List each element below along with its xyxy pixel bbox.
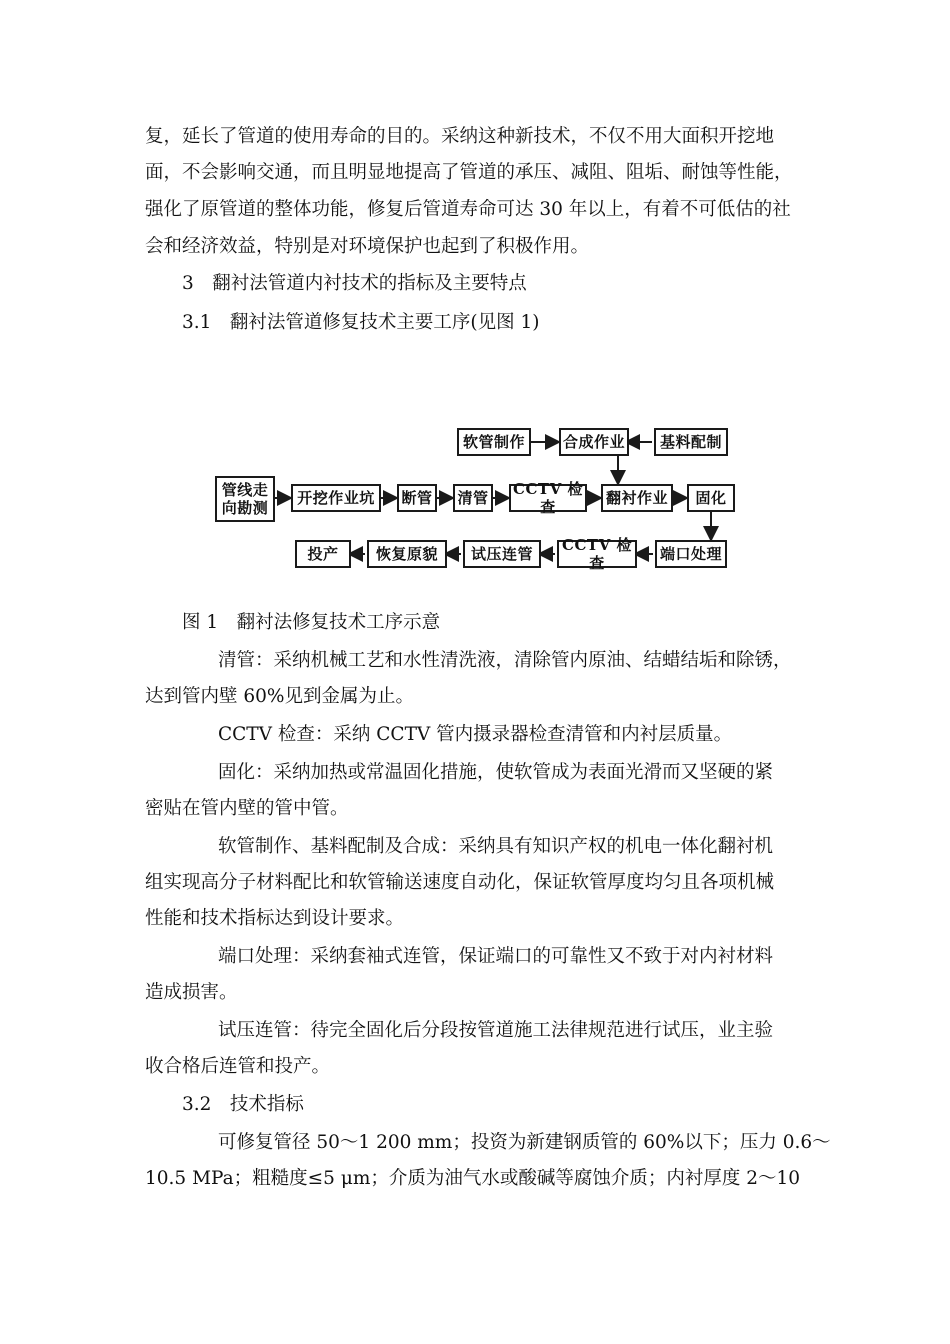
paragraph-line: 软管制作、基料配制及合成：采纳具有知识产权的机电一体化翻衬机 [218,836,774,857]
box-production: 投产 [295,540,351,568]
paragraph-line: 复，延长了管道的使用寿命的目的。采纳这种新技术，不仅不用大面积开挖地 [145,126,775,147]
subsection-heading: 3.1 翻衬法管道修复技术主要工序(见图 1) [182,312,540,333]
paragraph-line: 组实现高分子材料配比和软管输送速度自动化，保证软管厚度均匀且各项机械 [145,872,775,893]
paragraph-line: 清管：采纳机械工艺和水性清洗液，清除管内原油、结蜡结垢和除锈， [218,650,792,671]
box-cctv-check-2: CCTV 检查 [557,540,637,568]
box-port-treatment: 端口处理 [655,540,727,568]
box-combine: 合成作业 [559,428,629,456]
box-restore: 恢复原貌 [367,540,447,568]
process-flow-diagram [205,420,745,590]
section-heading: 3 翻衬法管道内衬技术的指标及主要特点 [182,273,527,294]
paragraph-line: 造成损害。 [145,982,238,1003]
box-survey: 管线走 向勘测 [215,476,275,522]
paragraph-line: 固化：采纳加热或常温固化措施，使软管成为表面光滑而又坚硬的紧 [218,762,774,783]
box-hose-making: 软管制作 [457,428,531,456]
box-cctv-check-1: CCTV 检查 [509,484,587,512]
box-clean-pipe: 清管 [453,484,493,512]
paragraph-line: 端口处理：采纳套袖式连管，保证端口的可靠性又不致于对内衬材料 [218,946,774,967]
paragraph-line: 密贴在管内壁的管中管。 [145,798,349,819]
paragraph-line: 试压连管：待完全固化后分段按管道施工法律规范进行试压，业主验 [218,1020,774,1041]
paragraph-line: 可修复管径 50～1 200 mm；投资为新建钢质管的 60%以下；压力 0.6～ [218,1132,831,1153]
box-curing: 固化 [687,484,735,512]
paragraph-line: 收合格后连管和投产。 [145,1056,331,1077]
box-reverse-lining: 翻衬作业 [601,484,673,512]
box-cut-pipe: 断管 [397,484,437,512]
paragraph-line: 10.5 MPa；粗糙度≤5 μm；介质为油气水或酸碱等腐蚀介质；内衬厚度 2～10 [145,1168,801,1189]
box-base-mix: 基料配制 [654,428,728,456]
subsection-heading: 3.2 技术指标 [182,1094,304,1115]
box-pressure-test: 试压连管 [463,540,541,568]
paragraph-line: 强化了原管道的整体功能，修复后管道寿命可达 30 年以上，有着不可低估的社 [145,199,791,220]
paragraph-line: 性能和技术指标达到设计要求。 [145,908,405,929]
figure-caption: 图 1 翻衬法修复技术工序示意 [182,612,441,633]
paragraph-line: CCTV 检查：采纳 CCTV 管内摄录器检查清管和内衬层质量。 [218,724,733,745]
paragraph-line: 会和经济效益，特别是对环境保护也起到了积极作用。 [145,236,590,257]
box-excavate: 开挖作业坑 [291,484,381,512]
paragraph-line: 面，不会影响交通，而且明显地提高了管道的承压、减阻、阻垢、耐蚀等性能， [145,162,793,183]
paragraph-line: 达到管内壁 60%见到金属为止。 [145,686,415,707]
